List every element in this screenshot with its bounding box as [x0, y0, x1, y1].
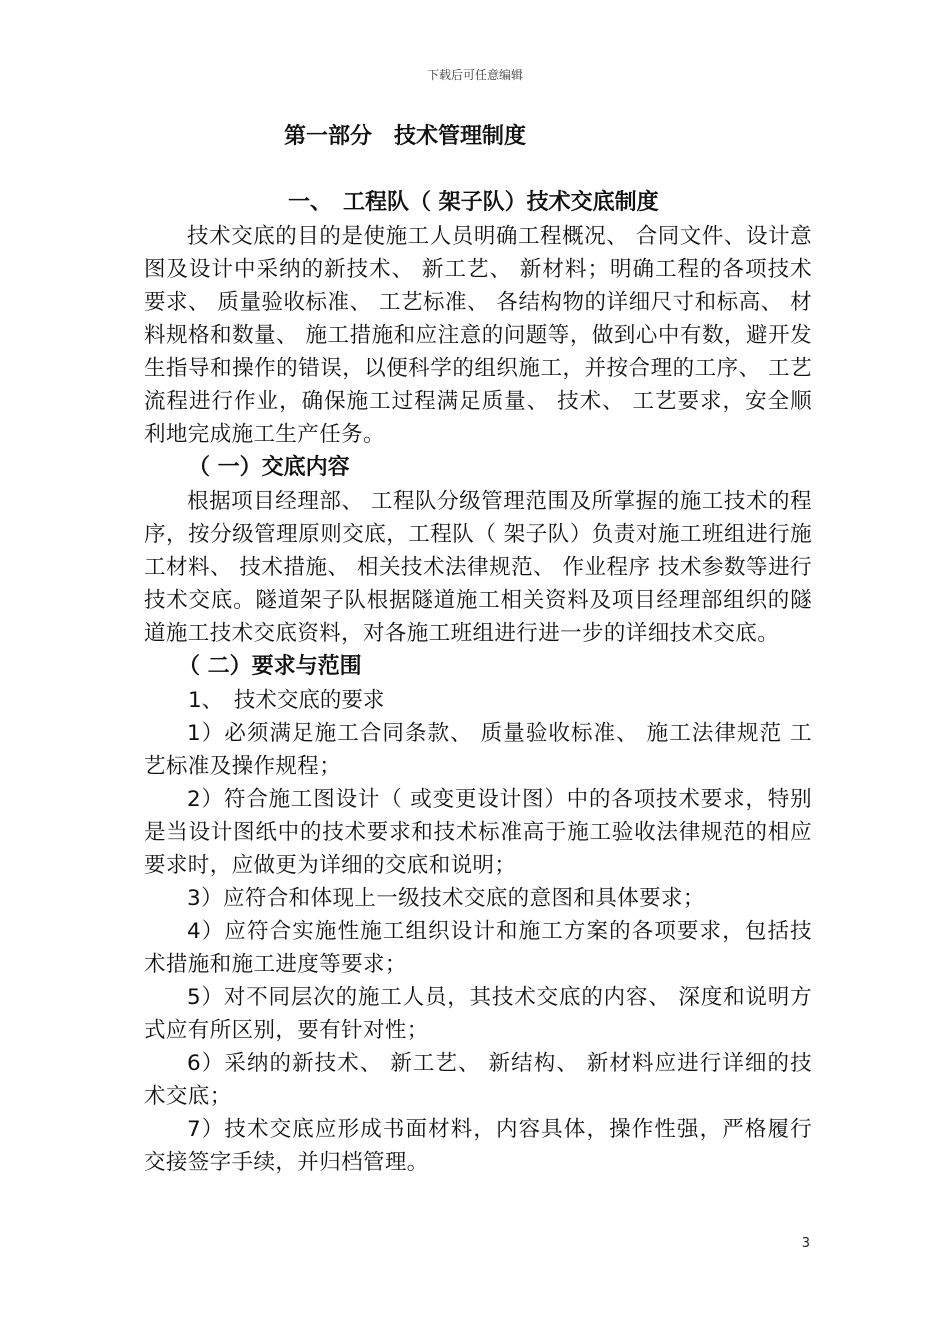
requirements-heading: 1、 技术交底的要求	[188, 688, 385, 713]
requirement-item-1: 1）必须满足施工合同条款、 质量验收标准、 施工法律规范 工艺标准及操作规程；	[144, 721, 812, 779]
requirement-item-5: 5）对不同层次的施工人员，其技术交底的内容、 深度和说明方式应有所区别，要有针对性；	[144, 985, 812, 1043]
subsection-1-title: （ 一）交底内容	[188, 455, 350, 480]
subsection-1-paragraph: 根据项目经理部、 工程队分级管理范围及所掌握的施工技术的程序，按分级管理原则交底，工程队（ 架子队）负责对施工班组进行施工材料、 技术措施、 相关技术法律规范、 作业程序 技术参数等进行技术交底。隧道架子队根据隧道施工相关资料及项目经理部组织的隧道施工技术交底资料，对各施工班组进行进一步的详细技术交底。	[144, 489, 812, 646]
part-title: 第一部分 技术管理制度	[284, 124, 527, 149]
requirement-item-2: 2）符合施工图设计（ 或变更设计图）中的各项技术要求，特别是当设计图纸中的技术要求和技术标准高于施工验收法律规范的相应要求时，应做更为详细的交底和说明；	[144, 787, 812, 878]
requirement-item-3: 3）应符合和体现上一级技术交底的意图和具体要求；	[187, 886, 705, 911]
page-header-note: 下载后可任意编辑	[426, 68, 523, 82]
requirement-item-4: 4）应符合实施性施工组织设计和施工方案的各项要求，包括技术措施和施工进度等要求；	[144, 919, 812, 977]
requirement-item-7: 7）技术交底应形成书面材料，内容具体，操作性强，严格履行交接签字手续，并归档管理。	[144, 1117, 812, 1175]
intro-paragraph: 技术交底的目的是使施工人员明确工程概况、 合同文件、设计意图及设计中采纳的新技术、 新工艺、 新材料；明确工程的各项技术要求、 质量验收标准、 工艺标准、 各结构物的详细尺寸和标高、 材料规格和数量、 施工措施和应注意的问题等，做到心中有数，避开发生指导和操作的错误，以便科学的组织施工，并按合理的工序、 工艺流程进行作业，确保施工过程满足质量、 技术、 工艺要求，安全顺利地完成施工生产任务。	[144, 224, 812, 447]
section-title: 一、 工程队（ 架子队）技术交底制度	[288, 190, 659, 215]
document-body	[144, 118, 812, 1179]
page-number: 3	[801, 1236, 810, 1251]
requirement-item-6: 6）采纳的新技术、 新工艺、 新结构、 新材料应进行详细的技术交底；	[144, 1051, 812, 1109]
subsection-2-title: （ 二）要求与范围	[178, 654, 362, 679]
